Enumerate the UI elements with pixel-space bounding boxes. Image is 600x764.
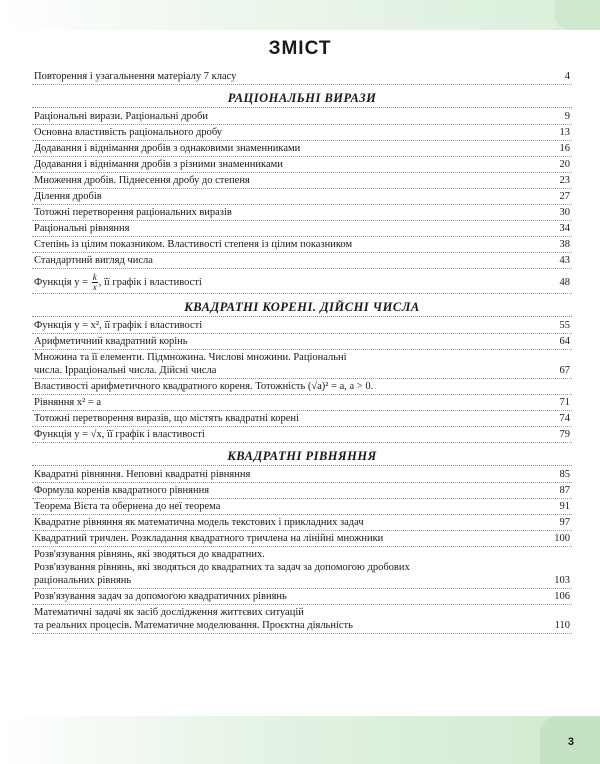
- toc-entry-page: 30: [559, 207, 570, 218]
- fraction-denominator: x: [92, 282, 97, 292]
- toc-entry[interactable]: [32, 484, 572, 499]
- toc-entry-page: 13: [559, 127, 570, 138]
- toc-entry-title: Функція y = x², її графік і властивості: [34, 320, 203, 331]
- toc-entry[interactable]: [32, 335, 572, 350]
- toc-entry-page: 34: [559, 223, 570, 234]
- toc-entry-title: Раціональні вирази. Раціональні дроби: [34, 111, 209, 122]
- toc-entry[interactable]: [32, 110, 572, 125]
- toc-entry[interactable]: [32, 270, 572, 294]
- toc-entry[interactable]: [32, 606, 572, 634]
- toc-entry-title-line: Розв'язування рівнянь, які зводяться до квадратних та задач за допомогою дробових: [34, 562, 410, 573]
- toc-entry[interactable]: [32, 206, 572, 221]
- toc-entry-page: 85: [559, 469, 570, 480]
- toc-entry[interactable]: [32, 174, 572, 189]
- toc-entry-title: Повторення і узагальнення матеріалу 7 класу: [34, 71, 237, 82]
- toc-entry-title-line: раціональних рівнянь: [34, 575, 132, 586]
- toc-entry-title: Квадратні рівняння. Неповні квадратні рівняння: [34, 469, 251, 480]
- toc-entry-title-line: Розв'язування рівнянь, які зводяться до квадратних.: [34, 549, 265, 560]
- toc-entry-title: Формула коренів квадратного рівняння: [34, 485, 210, 496]
- toc-entry-page: 71: [559, 397, 570, 408]
- toc-entry-page: 103: [554, 575, 570, 586]
- toc-entry[interactable]: [32, 126, 572, 141]
- toc-entry-title: Функція y = √x, її графік і властивості: [34, 429, 205, 440]
- toc-entry-title: Розв'язування задач за допомогою квадратичних рівнянь: [34, 591, 287, 602]
- page-title: ЗМІСТ: [268, 38, 332, 59]
- toc-entry[interactable]: [32, 238, 572, 253]
- toc-entry-page: 106: [554, 591, 570, 602]
- toc-entry-page: 97: [559, 517, 570, 528]
- header-band: [0, 0, 600, 30]
- toc-entry-title-line: та реальних процесів. Математичне моделювання. Проєктна діяльність: [34, 620, 353, 631]
- toc-entry-page: 110: [554, 620, 570, 631]
- toc-entry-title: [34, 270, 542, 292]
- toc-entry-page: 64: [559, 336, 570, 347]
- toc-entry-page: 43: [559, 255, 570, 266]
- toc-entry-page: 20: [559, 159, 570, 170]
- toc-entry[interactable]: [32, 428, 572, 443]
- toc-entry[interactable]: [32, 254, 572, 269]
- toc-entry-title: Рівняння x² = a: [34, 397, 102, 408]
- toc-entry-title-line: Множина та її елементи. Підмножина. Числові множини. Раціональні: [34, 352, 347, 363]
- page-number: 3: [567, 736, 574, 748]
- toc-entry[interactable]: [32, 516, 572, 531]
- toc-entry[interactable]: [32, 412, 572, 427]
- toc-entry-page: 74: [559, 413, 570, 424]
- toc-entry-title: Раціональні рівняння: [34, 223, 130, 234]
- toc-entry-page: 9: [564, 111, 570, 122]
- toc-entry-title: Тотожні перетворення виразів, що містять квадратні корені: [34, 413, 299, 424]
- footer-band: [0, 716, 600, 764]
- toc-entry-page: 67: [559, 365, 570, 376]
- toc-entry[interactable]: [32, 468, 572, 483]
- toc-entry-title: Додавання і віднімання дробів з різними знаменниками: [34, 159, 283, 170]
- toc-entry[interactable]: [32, 142, 572, 157]
- section-heading: РАЦІОНАЛЬНІ ВИРАЗИ: [32, 91, 572, 108]
- toc-entry[interactable]: [32, 222, 572, 237]
- toc-entry[interactable]: [32, 590, 572, 605]
- toc-entry-page: 27: [559, 191, 570, 202]
- toc-entry-page: 23: [559, 175, 570, 186]
- header-tab-decoration: [555, 0, 600, 30]
- toc-entry[interactable]: [32, 70, 572, 85]
- table-of-contents: [32, 70, 572, 635]
- toc-entry-title: Арифметичний квадратний корінь: [34, 336, 188, 347]
- toc-entry-title: Квадратне рівняння як математична модель текстових і прикладних задач: [34, 517, 364, 528]
- toc-entry-title-line: числа. Ірраціональні числа. Дійсні числа: [34, 365, 217, 376]
- toc-entry-page: 55: [559, 320, 570, 331]
- toc-entry-title: Тотожні перетворення раціональних виразів: [34, 207, 232, 218]
- toc-entry[interactable]: [32, 158, 572, 173]
- section-heading: КВАДРАТНІ КОРЕНІ. ДІЙСНІ ЧИСЛА: [32, 300, 572, 317]
- toc-entry[interactable]: [32, 396, 572, 411]
- toc-entry[interactable]: [32, 190, 572, 205]
- toc-entry-title: [34, 606, 542, 632]
- toc-entry-page: 48: [559, 276, 570, 288]
- toc-entry-title: Ділення дробів: [34, 191, 102, 202]
- toc-entry-title: Властивості арифметичного квадратного кореня. Тотожність (√a)² = a, a > 0.: [34, 381, 374, 392]
- fraction-numerator: k: [92, 272, 97, 282]
- toc-entry-title: Основна властивість раціонального дробу: [34, 127, 223, 138]
- toc-entry-page: 38: [559, 239, 570, 250]
- toc-entry-page: 4: [564, 71, 570, 82]
- toc-entry[interactable]: [32, 532, 572, 547]
- toc-entry-title-line: Математичні задачі як засіб дослідження життєвих ситуацій: [34, 607, 304, 618]
- fraction: [92, 273, 98, 292]
- toc-entry[interactable]: [32, 500, 572, 515]
- toc-entry[interactable]: [32, 548, 572, 589]
- toc-entry-title: Стандартний вигляд числа: [34, 255, 153, 266]
- toc-entry-page: 91: [559, 501, 570, 512]
- section-heading: КВАДРАТНІ РІВНЯННЯ: [32, 449, 572, 466]
- toc-entry-title-suffix: , її графік і властивості: [98, 276, 202, 288]
- toc-entry[interactable]: [32, 319, 572, 334]
- toc-entry-title: [34, 351, 542, 377]
- toc-entry-title: Теорема Вієта та обернена до неї теорема: [34, 501, 221, 512]
- toc-entry-title: Додавання і віднімання дробів з однаковими знаменниками: [34, 143, 301, 154]
- toc-entry-page: 16: [559, 143, 570, 154]
- toc-entry-page: 79: [559, 429, 570, 440]
- toc-entry[interactable]: [32, 351, 572, 379]
- toc-entry-page: 87: [559, 485, 570, 496]
- toc-entry-title-prefix: Функція y =: [34, 276, 91, 288]
- toc-entry-page: 100: [554, 533, 570, 544]
- toc-entry-title: Степінь із цілим показником. Властивості степеня із цілим показником: [34, 239, 353, 250]
- toc-entry-title: Квадратний тричлен. Розкладання квадратного тричлена на лінійні множники: [34, 533, 384, 544]
- toc-entry[interactable]: [32, 380, 572, 395]
- toc-entry-title: [34, 548, 542, 587]
- toc-entry-title: Множення дробів. Піднесення дробу до степеня: [34, 175, 250, 186]
